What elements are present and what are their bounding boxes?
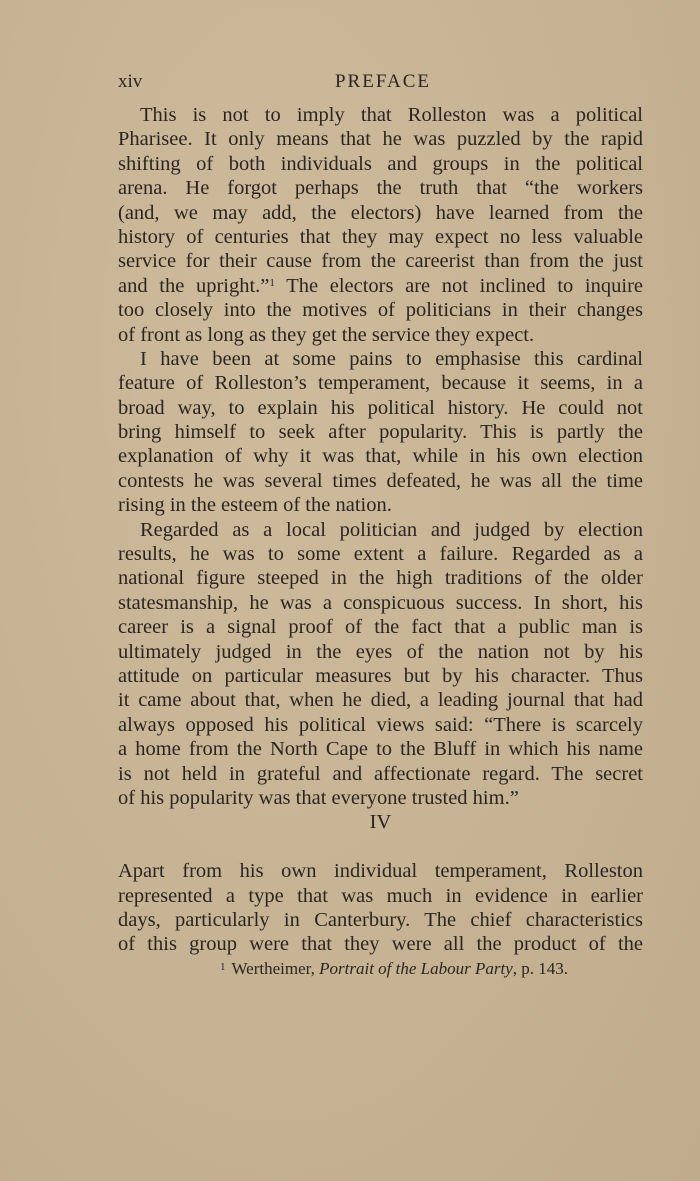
footnote-reference: 1 [269, 276, 275, 289]
text-line: arena. He forgot perhaps the truth that “the workers [118, 177, 643, 200]
paragraph [118, 347, 643, 518]
text-line: national figure steeped in the high traditions of the older [118, 567, 643, 590]
body-text [118, 103, 643, 981]
text-line: Pharisee. It only means that he was puzzled by the rapid [118, 128, 643, 151]
text-line: too closely into the motives of politicians in their changes [118, 299, 643, 322]
text-line: This is not to imply that Rolleston was a political [140, 104, 643, 126]
text-line: days, particularly in Canterbury. The chief characteristics [118, 908, 643, 931]
running-head: PREFACE [334, 71, 431, 92]
text-line: rising in the esteem of the nation. [118, 494, 392, 517]
footnote-page: , p. 143. [512, 958, 569, 978]
footnote [118, 957, 643, 981]
text-line: represented a type that was much in evidence in earlier [118, 884, 643, 907]
text-line: history of centuries that they may expect no less valuable [118, 225, 643, 248]
text-line: Apart from his own individual temperament, Rolleston [118, 860, 643, 883]
page-number: xiv [118, 71, 143, 92]
text-fragment: and the upright.” [118, 274, 270, 297]
text-line: a home from the North Cape to the Bluff in which his name [118, 738, 643, 761]
text-line: service for their cause from the careerist than from the just [118, 250, 643, 273]
text-line: of this group were that they were all the product of the [118, 933, 643, 956]
text-line: career is a signal proof of the fact that a public man is [118, 616, 643, 639]
footnote-work-title: Portrait of the Labour Party [319, 958, 513, 978]
footnote-author: Wertheimer, [231, 958, 320, 978]
paragraph [118, 859, 643, 957]
text-line: ultimately judged in the eyes of the nation not by his [118, 640, 643, 663]
text-line: contests he was several times defeated, he was all the time [118, 469, 643, 492]
paragraph [118, 103, 643, 347]
text-fragment: The electors are not inclined to inquire [274, 274, 643, 297]
footnote-marker: 1 [220, 960, 226, 973]
text-line: feature of Rolleston’s temperament, because it seems, in a [118, 372, 643, 395]
text-line: is not held in grateful and affectionate regard. The secret [118, 762, 643, 785]
text-line [118, 274, 643, 298]
text-line: (and, we may add, the electors) have learned from the [118, 201, 643, 224]
text-line: shifting of both individuals and groups in the political [118, 152, 643, 175]
text-line: of his popularity was that everyone trusted him.” [118, 786, 519, 809]
text-line: always opposed his political views said: “There is scarcely [118, 713, 643, 736]
text-line: bring himself to seek after popularity. This is partly the [118, 421, 643, 444]
paragraph [118, 518, 643, 811]
section-heading: IV [369, 811, 392, 834]
text-line: of front as long as they get the service they expect. [118, 323, 535, 346]
text-line: broad way, to explain his political history. He could not [118, 396, 643, 419]
text-line: attitude on particular measures but by his character. Thus [118, 664, 643, 687]
text-line: explanation of why it was that, while in his own election [118, 445, 643, 468]
text-line: I have been at some pains to emphasise this cardinal [140, 347, 643, 370]
text-line: Regarded as a local politician and judged by election [140, 518, 643, 541]
text-line: it came about that, when he died, a leading journal that had [118, 689, 643, 712]
text-line: results, he was to some extent a failure. Regarded as a [118, 543, 643, 566]
spacer [118, 835, 643, 859]
text-line: statesmanship, he was a conspicuous success. In short, his [118, 591, 643, 614]
